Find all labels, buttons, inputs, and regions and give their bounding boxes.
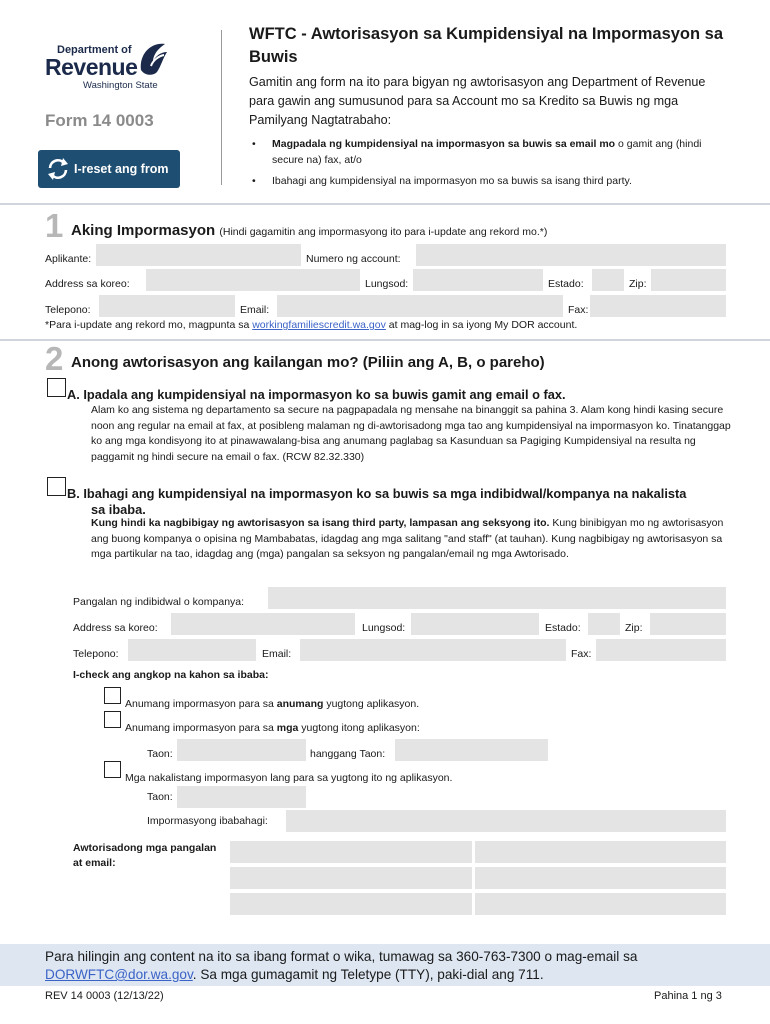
authorized-email-field[interactable]: [475, 867, 726, 889]
year-label: Taon:: [147, 791, 173, 803]
logo-revenue-text: Revenue: [45, 54, 138, 80]
bullet-1: [272, 136, 732, 168]
authorized-name-field[interactable]: [230, 893, 472, 915]
option-3-text: Mga nakalistang impormasyon lang para sa yugtong ito ng aplikasyon.: [125, 772, 453, 784]
city-field[interactable]: [413, 269, 543, 291]
footer-notice: [45, 948, 745, 984]
info-to-share-label: Impormasyong ibabahagi:: [147, 815, 268, 827]
email-field[interactable]: [277, 295, 563, 317]
section-2-title: Anong awtorisasyon ang kailangan mo? (Piliin ang A, B, o pareho): [71, 354, 545, 371]
option-a-checkbox[interactable]: [47, 378, 66, 397]
applicant-field[interactable]: [96, 244, 301, 266]
header-divider: [221, 30, 222, 185]
state-field[interactable]: [592, 269, 624, 291]
form-revision: REV 14 0003 (12/13/22): [45, 990, 164, 1002]
third-party-zip-label: Zip:: [625, 622, 643, 634]
option-1-text: [125, 698, 419, 710]
reset-form-label: I-reset ang from: [74, 162, 169, 176]
footnote-pre: *Para i-update ang rekord mo, magpunta sa: [45, 319, 253, 331]
section-1-title: [71, 222, 547, 239]
authorized-email-field[interactable]: [475, 841, 726, 863]
address-label: Address sa koreo:: [45, 278, 130, 290]
option-b-body-bold: Kung hindi ka nagbibigay ng awtorisasyon sa isang third party, lampasan ang seksyong ito.: [91, 517, 550, 529]
section-divider: [0, 339, 770, 341]
logo-state-text: Washington State: [83, 80, 158, 91]
third-party-city-label: Lungsod:: [362, 622, 406, 634]
option-a-body: Alam ko ang sistema ng departamento sa secure na pagpapadala ng mensahe na binanggit sa pahina 3. Alam kong hindi kasing secure noon ang regular na email at fax, at posibleng malaman ng di-awtorisadong mga tao ang kumpidensiyal na impormasyon ko. Tinatanggap ko ang mga kondisyong ito at pinawawalang-bisa ang anumang paglabag sa Kasunduan sa Pagiging Kumpidensiyal na resulta ng paggamit ng hindi secure na email o fax. (RCW 82.32.330): [91, 404, 731, 463]
third-party-zip-field[interactable]: [650, 613, 726, 635]
opt1-bold: anumang: [276, 698, 324, 710]
opt2-bold: mga: [276, 722, 299, 734]
applicant-label: Aplikante:: [45, 253, 92, 265]
form-number: Form 14 0003: [45, 111, 154, 130]
any-info-periods-checkbox[interactable]: [104, 711, 121, 728]
option-a-heading: A. Ipadala ang kumpidensiyal na impormasyon ko sa buwis gamit ang email o fax.: [67, 387, 566, 402]
third-party-phone-label: Telepono:: [73, 648, 119, 660]
third-party-phone-field[interactable]: [128, 639, 256, 661]
footnote-post: at mag-log in sa iyong My DOR account.: [385, 319, 578, 331]
year-field[interactable]: [177, 786, 306, 808]
info-to-share-field[interactable]: [286, 810, 726, 832]
bullet-1-bold: Magpadala ng kumpidensiyal na impormasyon sa buwis sa email mo: [272, 138, 616, 150]
intro-text: Gamitin ang form na ito para bigyan ng awtorisasyon ang Department of Revenue para gawin ang sumusunod para sa Account mo sa Kredito sa Buwis ng mga Pamilyang Nagtatrabaho:: [249, 75, 706, 127]
opt2-pre: Anumang impormasyon para sa: [125, 722, 277, 734]
third-party-email-label: Email:: [262, 648, 292, 660]
third-party-name-field[interactable]: [268, 587, 726, 609]
any-info-any-period-checkbox[interactable]: [104, 687, 121, 704]
dor-logo: [45, 40, 175, 96]
option-2-text: [125, 722, 420, 734]
listed-info-only-checkbox[interactable]: [104, 761, 121, 778]
section-1-number: 1: [45, 207, 64, 244]
option-b-heading-cont: sa ibaba.: [91, 502, 146, 517]
account-number-field[interactable]: [416, 244, 726, 266]
third-party-state-label: Estado:: [545, 622, 581, 634]
authorized-name-field[interactable]: [230, 841, 472, 863]
city-label: Lungsod:: [365, 278, 409, 290]
third-party-address-field[interactable]: [171, 613, 355, 635]
dor-email-link[interactable]: DORWFTC@dor.wa.gov: [45, 967, 193, 982]
email-label: Email:: [240, 304, 270, 316]
bullet-1-rest: o gamit ang (hindi secure na) fax, at/o: [272, 138, 702, 166]
option-b-body-rest: Kung binibigyan mo ng awtorisasyon ang buong kompanya o opisina ng Mambabatas, idagdag ang mga salitang "and staff" (at tauhan). Kung nagbibigay ng awtorisasyon sa mga partikular na tao, idagdag ang (mga) pangalan sa seksyon ng pangalan/email ng mga Awtorisado.: [91, 517, 724, 560]
authorized-name-field[interactable]: [230, 867, 472, 889]
logo-dept-text: Department of: [57, 44, 132, 56]
year-from-label: Taon:: [147, 748, 173, 760]
footer-notice-post: . Sa mga gumagamit ng Teletype (TTY), paki-dial ang 711.: [192, 967, 544, 982]
section-1-title-text: Aking Impormasyon: [71, 222, 216, 239]
address-field[interactable]: [146, 269, 360, 291]
dor-logo-mark-icon: [137, 40, 171, 78]
phone-label: Telepono:: [45, 304, 91, 316]
zip-field[interactable]: [651, 269, 726, 291]
third-party-fax-label: Fax:: [571, 648, 592, 660]
reset-form-button[interactable]: [38, 150, 180, 188]
third-party-address-label: Address sa koreo:: [73, 622, 158, 634]
zip-label: Zip:: [629, 278, 647, 290]
fax-field[interactable]: [590, 295, 726, 317]
bullet-marker: •: [252, 175, 256, 187]
check-heading: I-check ang angkop na kahon sa ibaba:: [73, 669, 269, 681]
state-label: Estado:: [548, 278, 584, 290]
authorized-names-label-2: at email:: [73, 857, 116, 869]
page-number: Pahina 1 ng 3: [654, 990, 722, 1002]
fax-label: Fax:: [568, 304, 589, 316]
option-b-body: [91, 516, 731, 563]
third-party-state-field[interactable]: [588, 613, 620, 635]
third-party-city-field[interactable]: [411, 613, 539, 635]
authorized-names-label-1: Awtorisadong mga pangalan: [73, 842, 217, 854]
section-1-footnote: [45, 319, 577, 331]
bullet-marker: •: [252, 138, 256, 150]
page-title: WFTC - Awtorisasyon sa Kumpidensiyal na Impormasyon sa Buwis: [249, 25, 724, 66]
footer-notice-pre: Para hilingin ang content na ito sa ibang format o wika, tumawag sa 360-763-7300 o mag-email sa: [45, 949, 638, 964]
year-to-field[interactable]: [395, 739, 548, 761]
third-party-name-label: Pangalan ng indibidwal o kompanya:: [73, 596, 245, 608]
year-to-label: hanggang Taon:: [310, 748, 386, 760]
opt1-pre: Anumang impormasyon para sa: [125, 698, 277, 710]
section-divider: [0, 203, 770, 205]
option-b-checkbox[interactable]: [47, 477, 66, 496]
third-party-email-field[interactable]: [300, 639, 566, 661]
refresh-icon: [44, 155, 72, 183]
third-party-fax-field[interactable]: [596, 639, 726, 661]
opt1-post: yugtong aplikasyon.: [323, 698, 420, 710]
bullet-2: Ibahagi ang kumpidensiyal na impormasyon mo sa buwis sa isang third party.: [272, 175, 632, 187]
phone-field[interactable]: [99, 295, 235, 317]
year-from-field[interactable]: [177, 739, 306, 761]
account-number-label: Numero ng account:: [306, 253, 401, 265]
section-2-number: 2: [45, 340, 64, 377]
opt2-post: yugtong itong aplikasyon:: [298, 722, 420, 734]
section-1-note: (Hindi gagamitin ang impormasyong ito para i-update ang rekord mo.*): [219, 226, 548, 238]
authorized-email-field[interactable]: [475, 893, 726, 915]
option-b-heading: B. Ibahagi ang kumpidensiyal na impormasyon ko sa buwis sa mga indibidwal/kompanya na nakalista: [67, 486, 687, 501]
wfc-website-link[interactable]: workingfamiliescredit.wa.gov: [252, 319, 386, 331]
